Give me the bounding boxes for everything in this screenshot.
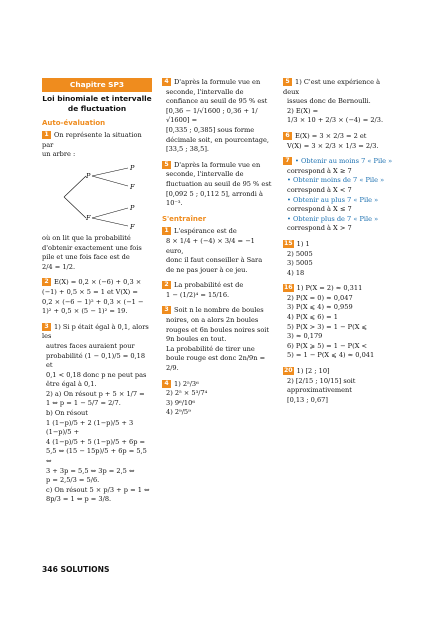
- exercise-16: 16 1) P(X = 2) ≈ 0,311 2) P(X = 0) ≈ 0,047 3) P(X ⩽ 4) ≈ 0,959 4) P(X ⩽ 6) = 1 5) P(X > 3) = 1 − P(X ⩽ 3) ≈ 0,179 6) P(X ⩾ 5) = 1 − P(X < 5) = 1 − P(X ⩽ 4) ≈ 0,041: [284, 284, 375, 360]
- exercise-number: 2: [162, 281, 171, 289]
- exercise-5: 5 D'après la formule vue en seconde, l'intervalle de fluctuation au seuil de 95 % est [0,092 5 ; 0,112 5], arrondi à 10⁻³.: [162, 161, 274, 209]
- exercise-number: 5: [162, 161, 171, 169]
- exercise-number: 16: [284, 284, 293, 292]
- exercise-3: 3 1) Si p était égal à 0,1, alors les autres faces auraient pour probabilité (1 − 0,1)/5 = 0,18 et 0,1 < 0,18 donc p ne peut pas être égal à 0,1. 2) a) On résout p + 5 × 1/7 = 1 ⇔ p = 1 − 5/7 = 2/7. b) On résout 1 (1−p)/5 + 2 (1−p)/5 + 3 (1−p)/5 + 4 (1−p)/5 + 5 (1−p)/5 + 6p = 5,5 ⇔ (15 − 15p)/5 + 6p = 5,5 ⇔ 3 + 3p = 5,5 ⇔ 3p = 2,5 ⇔ p = 2,5/3 = 5/6. c) On résout 5 × p/3 + p = 1 ⇔ 8p/3 = 1 ⇔ p = 3/8.: [42, 322, 150, 504]
- tree-node-f: F: [86, 213, 91, 222]
- exercise-train-2: 2 La probabilité est de 1 − (1/2)⁴ = 15/16.: [162, 281, 274, 300]
- exercise-number: 5: [283, 78, 292, 86]
- exercise-number: 1: [162, 227, 171, 235]
- page-footer: 346 SOLUTIONS: [42, 565, 110, 574]
- exercise-train-7: 7 • Obtenir au moins 7 « Pile » correspond à X ≥ 7 • Obtenir moins de 7 « Pile » correspond à X < 7 • Obtenir au plus 7 « Pile » correspond à X ≤ 7 • Obtenir plus de 7 « Pile » correspond à X > 7: [283, 157, 395, 234]
- column-1: [42, 78, 152, 511]
- exercise-number: 20: [284, 367, 293, 375]
- exercise-train-3: 3 Soit n le nombre de boules noires, on a alors 2n boules rouges et 6n boules noires soit 9n boules en tout. La probabilité de tirer une boule rouge est donc 2n/9n = 2/9.: [162, 306, 274, 373]
- chapter-subtitle: Loi binomiale et intervalle de fluctuation: [42, 93, 152, 113]
- section-auto-evaluation: Auto-évaluation: [42, 118, 106, 127]
- exercise-1: 1 On représente la situation par un arbre : P F P F P F où on lit que la probabilité d'obtenir exactement une fois pile et une fois face est de 2/4 = 1/2.: [42, 131, 152, 272]
- exercise-number: 3: [42, 323, 51, 331]
- probability-tree: [56, 162, 146, 232]
- exercise-number: 7: [283, 157, 292, 165]
- exercise-number: 1: [42, 131, 51, 139]
- exercise-number: 6: [283, 132, 292, 140]
- exercise-number: 4: [162, 380, 171, 388]
- exercise-number: 3: [162, 306, 171, 314]
- section-s-entrainer: S'entraîner: [162, 214, 207, 223]
- column-3: [283, 78, 395, 411]
- tree-leaf-p: P: [130, 203, 135, 212]
- tree-leaf-f: F: [130, 182, 135, 191]
- exercise-15: 15 1) 1 2) 5005 3) 5005 4) 18: [284, 239, 313, 277]
- tree-leaf-p: P: [130, 163, 135, 172]
- exercise-number: 15: [284, 239, 293, 247]
- exercise-train-6: 6 E(X) = 3 × 2/3 = 2 et V(X) = 3 × 2/3 × 1/3 = 2/3.: [283, 132, 395, 151]
- exercise-train-1: 1 L'espérance est de 8 × 1/4 + (−4) × 3/4 = −1 euro, donc il faut conseiller à Sara de ne pas jouer à ce jeu.: [162, 227, 274, 275]
- exercise-20: 20 1) [2 ; 10] 2) [2/15 ; 10/15] soit approximativement [0,13 ; 0,67]: [284, 367, 356, 404]
- exercise-train-5: 5 1) C'est une expérience à deux issues donc de Bernoulli. 2) E(X) = 1/3 × 10 + 2/3 × (−4) = 2/3.: [283, 78, 384, 125]
- column-2: [162, 78, 274, 424]
- chapter-banner: Chapitre SP3: [42, 78, 152, 92]
- exercise-2: 2 E(X) = 0,2 × (−6) + 0,3 × (−1) + 0,5 × 5 = 1 et V(X) = 0,2 × (−6 − 1)² + 0,3 × (−1 − 1)² + 0,5 × (5 − 1)² = 19.: [42, 278, 144, 316]
- exercise-number: 2: [42, 278, 51, 286]
- exercise-train-4: 4 1) 2⁵/3⁶ 2) 2⁵ × 5³/7⁴ 3) 9⁶/10⁶ 4) 2⁹/5⁹: [162, 380, 274, 418]
- tree-node-p: P: [86, 171, 91, 180]
- exercise-number: 4: [162, 78, 171, 86]
- tree-leaf-f: F: [130, 222, 135, 231]
- exercise-4: 4 D'après la formule vue en seconde, l'intervalle de confiance au seuil de 95 % est [0,36 − 1/√1600 ; 0,36 + 1/√1600] = [0,335 ; 0,385] sous forme décimale soit, en pourcentage, [33,5 ; 38,5].: [162, 78, 274, 155]
